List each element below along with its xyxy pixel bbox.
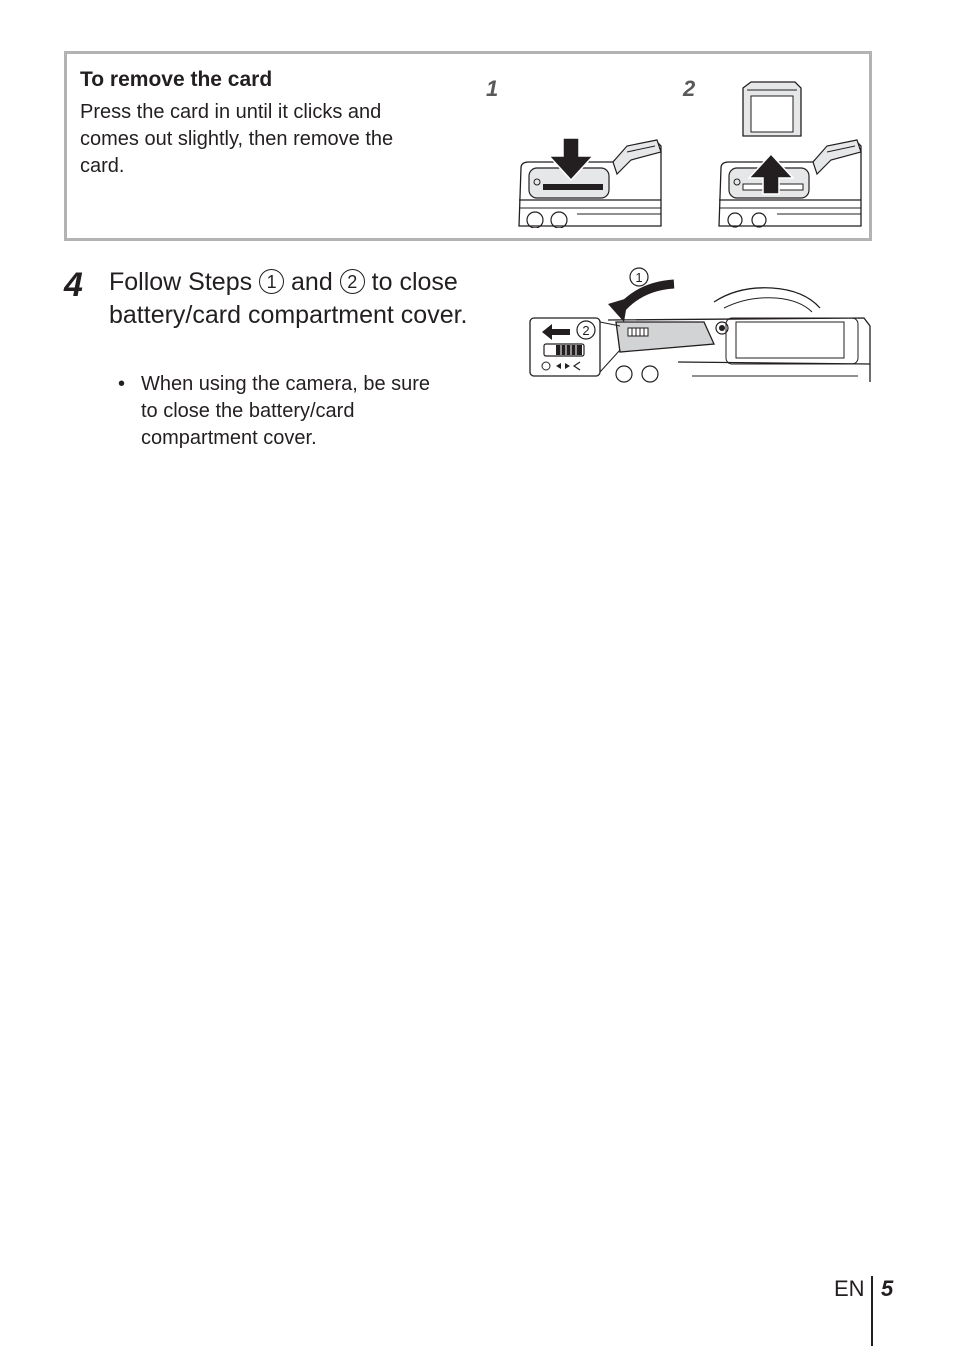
step-text-before: Follow Steps [109,268,253,296]
step-text-after: to close battery/card compartment cover. [109,268,468,329]
remove-card-note-box [64,51,872,241]
press-card-illustration [517,138,663,228]
bullet-symbol: • [118,373,126,395]
page-number: 5 [881,1276,894,1301]
footer-divider [871,1276,873,1346]
step-marker-1: 1 [259,269,284,294]
step-text-middle: and [291,268,333,296]
bullet-note [118,371,448,452]
note-body: Press the card in until it clicks and comes out slightly, then remove the card. [80,101,394,177]
figure-marker-1: 1 [635,270,643,285]
footer-language: EN [834,1276,865,1301]
close-cover-illustration [528,266,872,384]
remove-card-illustration [717,80,863,228]
note-title: To remove the card [80,68,273,91]
figure-label-1: 1 [486,76,499,101]
step-marker-2: 2 [340,269,365,294]
step-number: 4 [64,266,83,304]
figure-marker-2: 2 [582,323,590,338]
bullet-text: When using the camera, be sure to close the battery/card compartment cover. [141,373,431,449]
figure-label-2: 2 [683,76,696,101]
step-instruction [109,266,509,332]
